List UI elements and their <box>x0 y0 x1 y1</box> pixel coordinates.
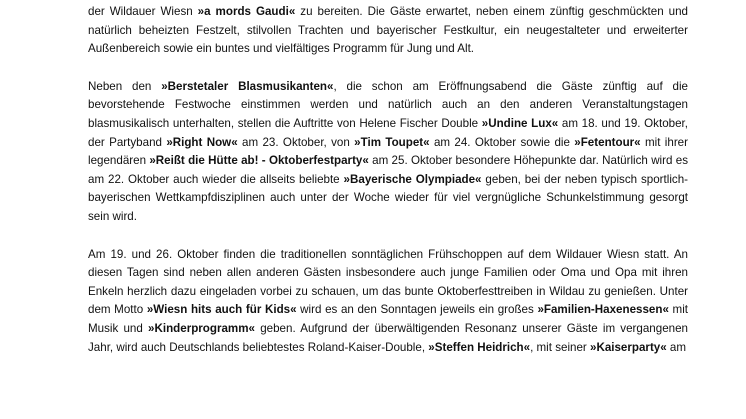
bold-text: »Kinderprogramm« <box>148 321 255 335</box>
bold-text: »Berstetaler Blasmusikanten« <box>161 79 334 93</box>
text-run: Am 19. und 26. Oktober finden die traditionellen sonntäglichen Frühschoppen auf dem Wildauer Wiesn statt. An diesen Tagen sind neben allen anderen Gästen insbesondere auch junge Familien oder Oma und Opa mit ihren Enkeln herzlich dazu eingeladen vorbei zu schauen, um das bunte Oktoberfesttreiben in Wildau zu genießen. Unter dem Motto <box>88 247 688 317</box>
paragraph <box>88 78 688 227</box>
bold-text: »Reißt die Hütte ab! - Oktoberfestparty« <box>149 154 369 168</box>
bold-text: »Tim Toupet« <box>354 135 430 149</box>
text-run: am 18. und 19. Oktober, der Partyband <box>88 116 688 149</box>
bold-text: »Steffen Heidrich« <box>428 340 531 354</box>
bold-text: »a mords Gaudi« <box>197 5 296 18</box>
document-body <box>88 3 688 376</box>
bold-text: »Right Now« <box>166 135 238 149</box>
text-run: zu bereiten. Die Gäste erwartet, neben einem zünftig geschmückten und natürlich beheizten Festzelt, stilvollen Trachten und bayerischer Festkultur, ein neugestalteter und erweiterter Außenbereich sowie ein buntes und vielfältiges Programm für Jung und Alt. <box>88 5 688 56</box>
text-run: am 23. Oktober, von <box>237 135 355 149</box>
bold-text: »Kaiserparty« <box>590 340 667 354</box>
paragraph <box>88 3 688 59</box>
text-run: mit ihrer legendären <box>88 135 688 168</box>
text-run: am 24. Oktober sowie die <box>429 135 575 149</box>
text-run: der Wildauer Wiesn <box>88 5 198 18</box>
text-run: mit Musik und <box>88 303 688 335</box>
bold-text: »Undine Lux« <box>481 116 559 130</box>
bold-text: »Fetentour« <box>574 135 641 149</box>
text-run: geben, bei der neben typisch sportlich-bayerischen Wettkampfdisziplinen auch unter der Woche wieder für viel vergnügliche Schunkelstimmung gesorgt sein wird. <box>88 172 689 223</box>
text-run: geben. Aufgrund der überwältigenden Resonanz unserer Gäste im vergangenen Jahr, wird auch Deutschlands beliebtestes Roland-Kaiser-Double, <box>88 321 688 354</box>
bold-text: »Familien-Haxenessen« <box>537 303 669 317</box>
bold-text: »Bayerische Olympiade« <box>343 172 482 186</box>
paragraph <box>88 246 688 358</box>
text-run: Neben den <box>88 79 162 93</box>
bold-text: »Wiesn hits auch für Kids« <box>146 303 297 317</box>
text-run: wird es an den Sonntagen jeweils ein großes <box>296 303 538 317</box>
text-run: am 25. Oktober besondere Höhepunkte dar. Natürlich wird es am 22. Oktober auch wieder die allseits beliebte <box>88 154 689 186</box>
text-run: , die schon am Eröffnungsabend die Gäste zünftig auf die bevorstehende Festwoche einstimmen werden und natürlich auch an den anderen Veranstaltungstagen blasmusikalisch unterhalten, stellen die Auftritte von Helene Fischer Double <box>88 79 688 130</box>
text-run: , mit seiner <box>530 340 590 354</box>
text-run: am <box>666 340 687 354</box>
